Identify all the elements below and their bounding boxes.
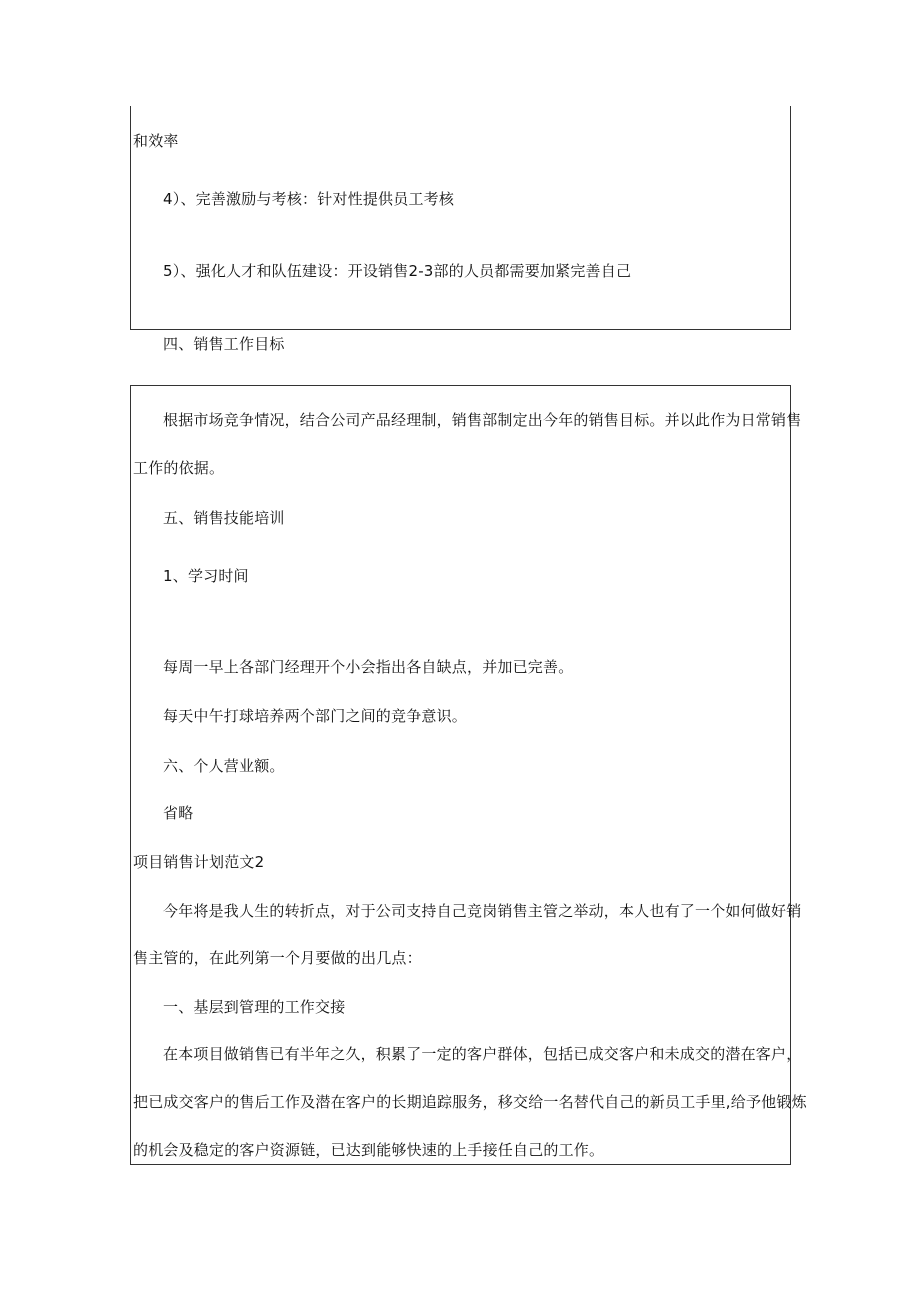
paragraph-line: 工作的依据。 <box>133 459 225 477</box>
section-heading: 一、基层到管理的工作交接 <box>163 998 346 1016</box>
paragraph-line: 的机会及稳定的客户资源链，已达到能够快速的上手接任自己的工作。 <box>133 1141 605 1159</box>
paragraph-line: 在本项目做销售已有半年之久，积累了一定的客户群体，包括已成交客户和未成交的潜在客户， <box>163 1045 802 1063</box>
paragraph-line: 根据市场竞争情况，结合公司产品经理制，销售部制定出今年的销售目标。并以此作为日常销售 <box>163 411 802 429</box>
document-title: 项目销售计划范文2 <box>133 853 265 871</box>
list-item: 每周一早上各部门经理开个小会指出各自缺点，并加已完善。 <box>163 658 574 676</box>
section-heading: 四、销售工作目标 <box>163 335 285 353</box>
text-frame-top <box>130 106 791 330</box>
text-line: 省略 <box>163 804 194 822</box>
paragraph-line: 把已成交客户的售后工作及潜在客户的长期追踪服务，移交给一名替代自己的新员工手里,给予他锻炼 <box>133 1093 807 1111</box>
list-item: 5）、强化人才和队伍建设：开设销售2-3部的人员都需要加紧完善自己 <box>163 262 632 280</box>
list-item: 4）、完善激励与考核：针对性提供员工考核 <box>163 190 455 208</box>
section-heading: 六、个人营业额。 <box>163 757 285 775</box>
paragraph-line: 今年将是我人生的转折点，对于公司支持自己竞岗销售主管之举动，本人也有了一个如何做好销 <box>163 902 802 920</box>
paragraph-line: 售主管的，在此列第一个月要做的出几点： <box>133 949 422 967</box>
sub-heading: 1、学习时间 <box>163 567 249 585</box>
list-item: 每天中午打球培养两个部门之间的竞争意识。 <box>163 707 468 725</box>
section-heading: 五、销售技能培训 <box>163 509 285 527</box>
text-line: 和效率 <box>133 132 179 150</box>
